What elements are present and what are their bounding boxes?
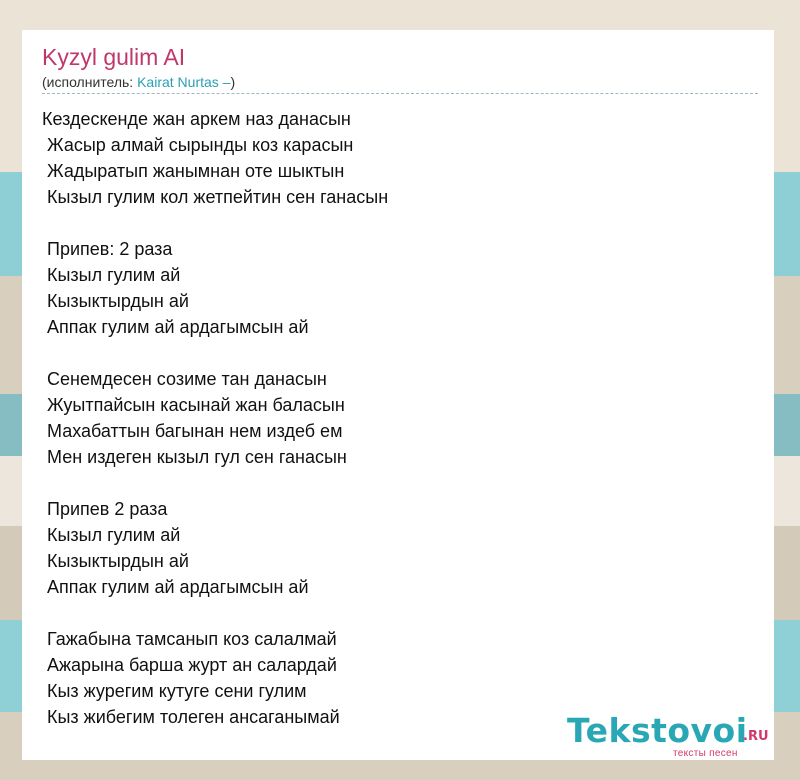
lyric-line: Жасыр алмай сырынды коз карасын <box>42 135 354 155</box>
lyric-line <box>42 470 742 496</box>
song-title: Kyzyl gulim AI <box>42 44 186 70</box>
lyric-line: Кездескенде жан аркем наз данасын <box>42 109 351 129</box>
lyric-line: Кызыктырдын ай <box>42 551 189 571</box>
lyric-line: Кызыктырдын ай <box>42 291 189 311</box>
lyric-line: Ажарына барша журт ан салардай <box>42 655 337 675</box>
logo-tagline: тексты песен <box>673 748 738 759</box>
lyric-line: Аппак гулим ай ардагымсын ай <box>42 577 309 597</box>
artist-suffix: ) <box>230 74 236 90</box>
lyric-line: Кызыл гулим кол жетпейтин сен ганасын <box>42 187 389 207</box>
lyric-line: Мен издеген кызыл гул сен ганасын <box>42 447 347 467</box>
lyric-line: Кыз жибегим толеген ансаганымай <box>42 707 340 727</box>
lyrics-text <box>42 106 742 730</box>
lyric-line: Припев 2 раза <box>42 499 168 519</box>
artist-link[interactable]: Kairat Nurtas – <box>137 74 231 90</box>
song-subtitle <box>42 74 235 90</box>
logo-name: Tekstovoi <box>567 711 748 750</box>
lyric-line: Кыз журегим кутуге сени гулим <box>42 681 307 701</box>
artist-prefix: (исполнитель: <box>42 74 138 90</box>
lyric-line: Гажабына тамсанып коз салалмай <box>42 629 337 649</box>
lyric-line <box>42 340 742 366</box>
lyric-line: Аппак гулим ай ардагымсын ай <box>42 317 309 337</box>
logo-tld: .RU <box>743 729 769 744</box>
lyric-line <box>42 210 742 236</box>
lyric-line: Жадыратып жанымнан оте шыктын <box>42 161 345 181</box>
title-divider <box>42 93 758 94</box>
lyric-line: Махабаттын багынан нем издеб ем <box>42 421 343 441</box>
lyrics-card <box>22 30 774 760</box>
lyric-line: Припев: 2 раза <box>42 239 173 259</box>
lyric-line: Жуытпайсын касынай жан баласын <box>42 395 345 415</box>
lyric-line: Кызыл гулим ай <box>42 525 181 545</box>
lyric-line: Сенемдесен созиме тан данасын <box>42 369 327 389</box>
lyric-line: Кызыл гулим ай <box>42 265 181 285</box>
site-logo[interactable] <box>567 711 777 761</box>
lyric-line <box>42 600 742 626</box>
